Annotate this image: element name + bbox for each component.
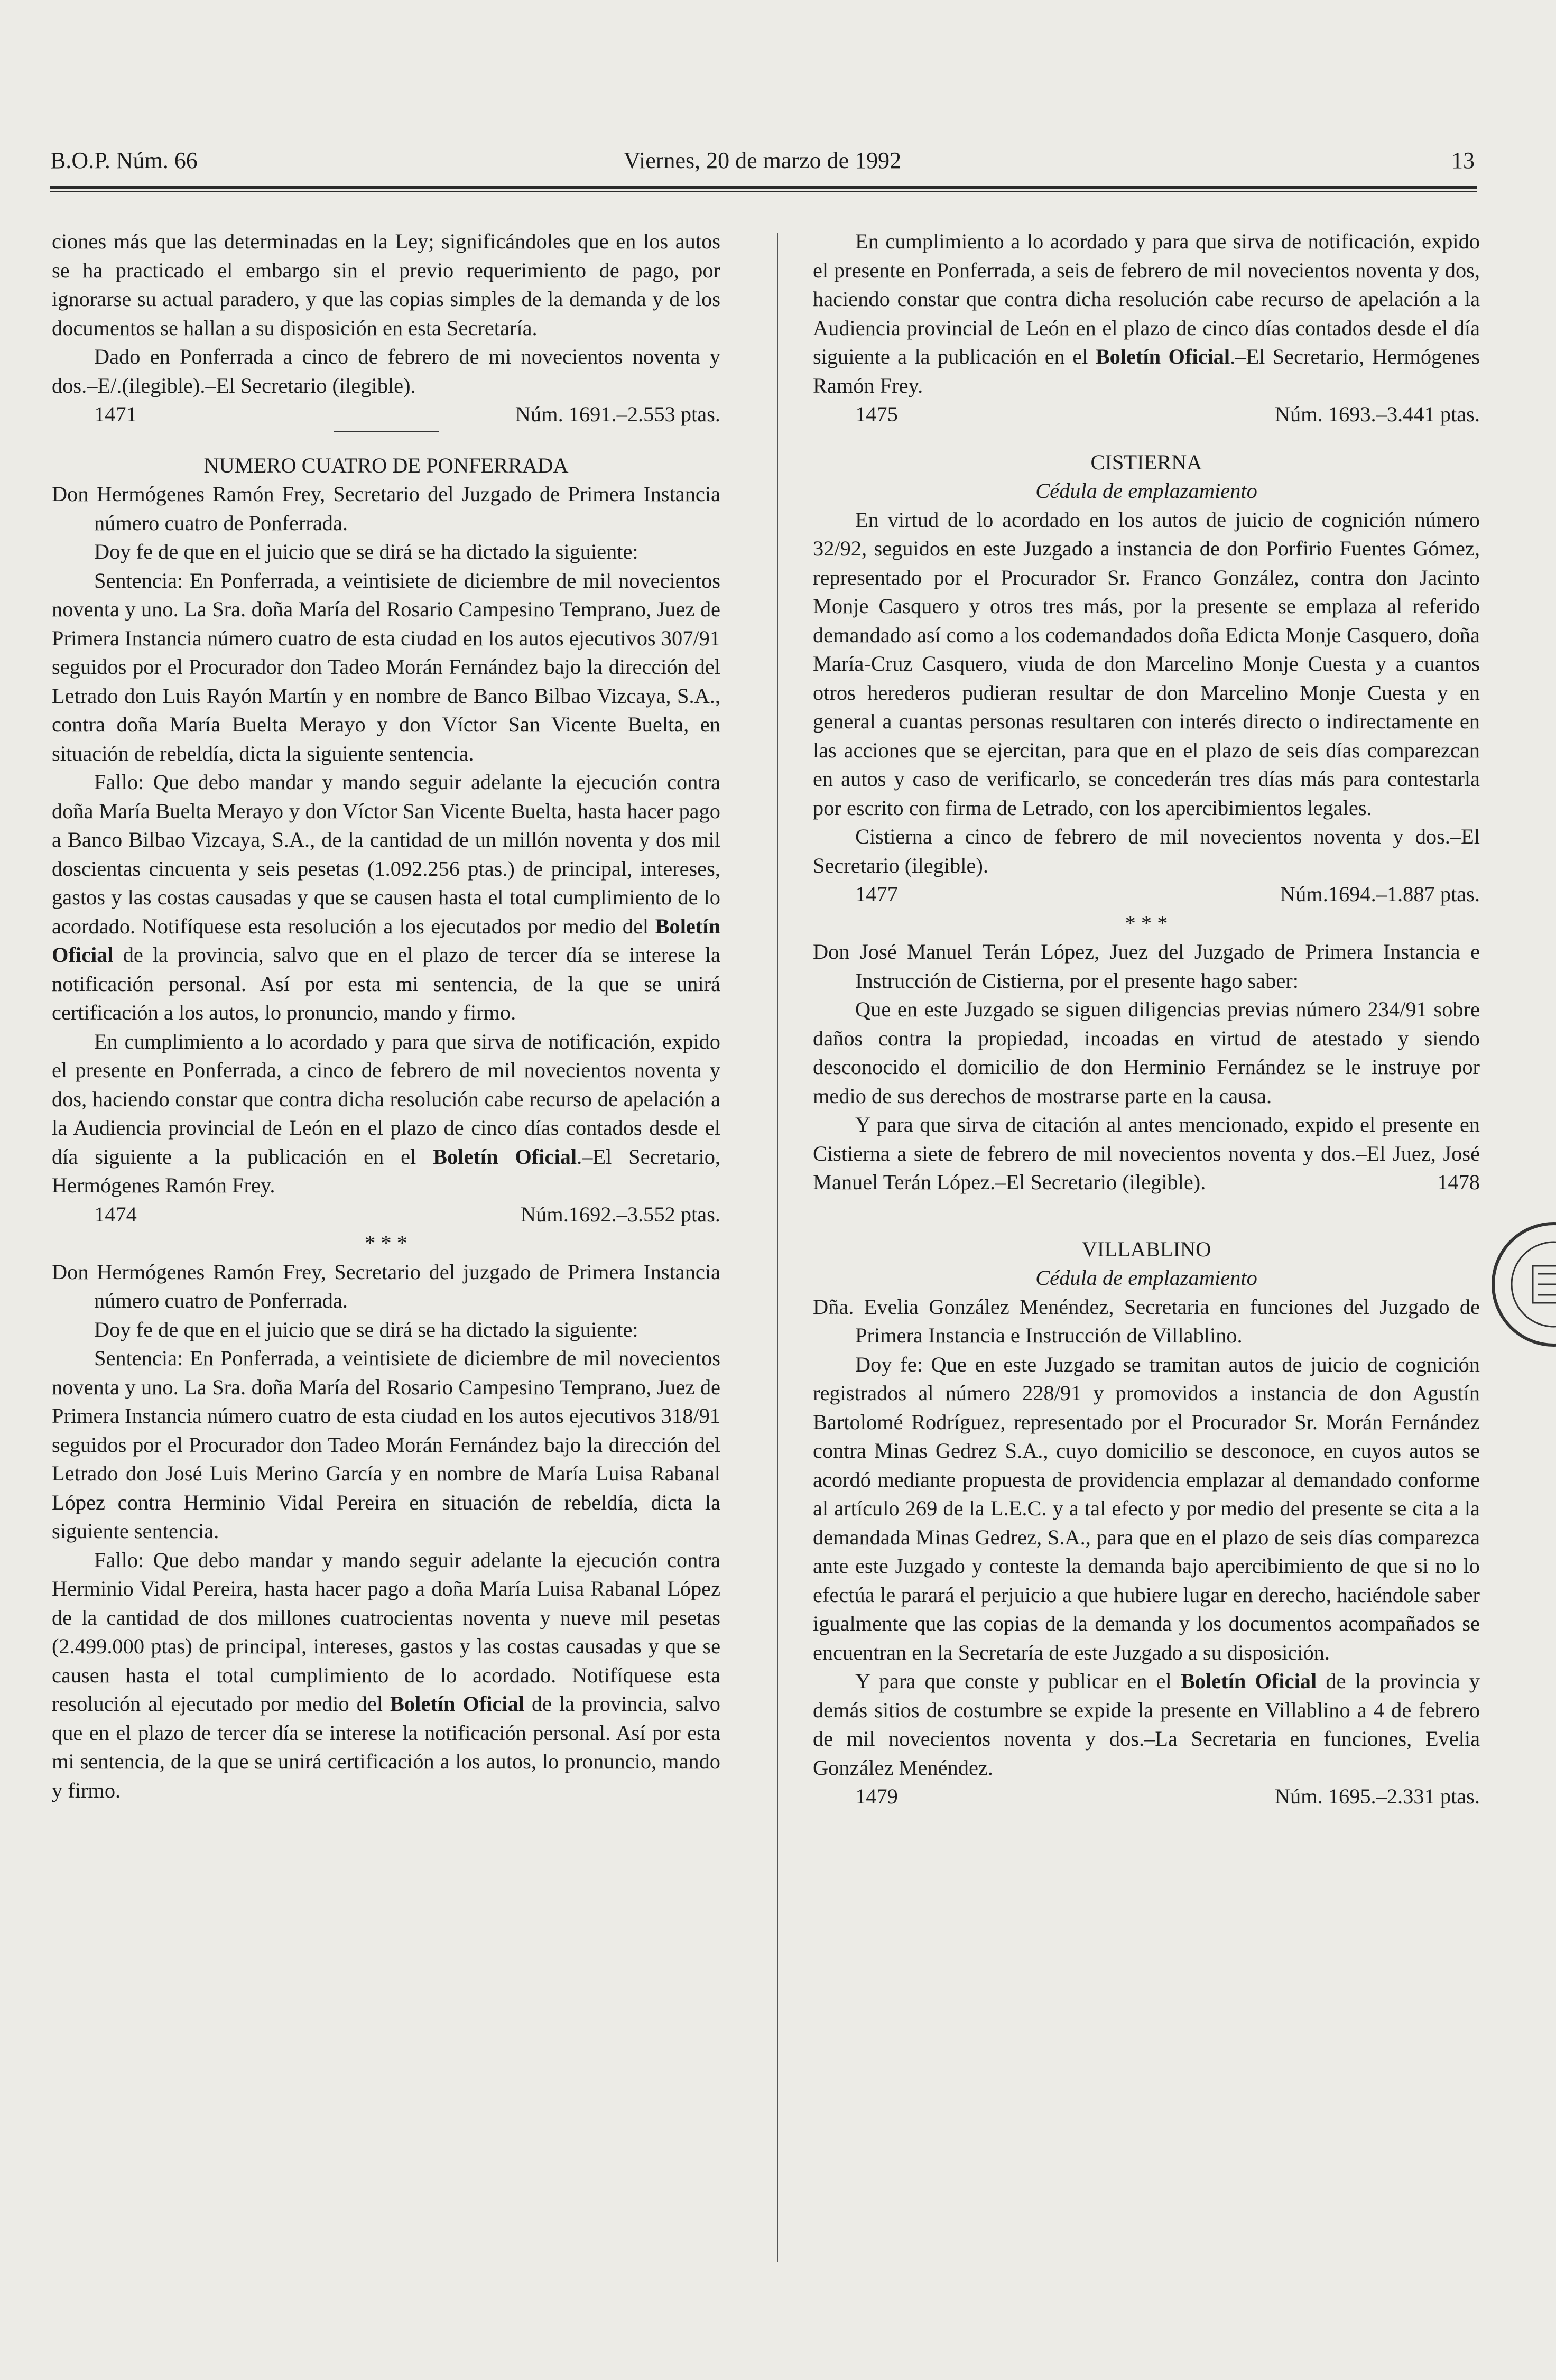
text: Y para que sirva de citación al antes mencionado, expido el presente en Cistierna a siete de febrero de mil novecientos noventa y dos.–El Juez, José Manuel Terán López.–El Secretario (ilegible). — [813, 1113, 1480, 1194]
ad-ref: Núm. 1695.–2.331 ptas. — [1274, 1784, 1480, 1808]
announcement-lead: Dña. Evelia González Menéndez, Secretaria en funciones del Juzgado de Primera Instancia e Instrucción de Villablino. — [813, 1294, 1480, 1347]
left-column — [52, 227, 720, 1805]
paragraph: Dado en Ponferrada a cinco de febrero de mi novecientos noventa y dos.–E/.(ilegible).–El Secretario (ilegible). — [52, 345, 720, 397]
spacer — [813, 429, 1480, 448]
spacer — [813, 1216, 1480, 1235]
text: de la provincia, salvo que en el plazo de tercer día se interese la notificación personal. Así por esta mi sentencia, de la que se unirá certificación a los autos, lo pronuncio, mando y firmo. — [52, 1692, 720, 1802]
announcement-lead: Don Hermógenes Ramón Frey, Secretario del juzgado de Primera Instancia número cuatro de Ponferrada. — [52, 1260, 720, 1312]
paragraph — [813, 227, 1480, 400]
paragraph — [52, 1027, 720, 1200]
ad-ref: Núm. 1693.–3.441 ptas. — [1274, 402, 1480, 426]
bulletin-number: B.O.P. Núm. 66 — [50, 147, 198, 173]
paragraph — [813, 1667, 1480, 1782]
ad-number: 1477 — [855, 882, 898, 906]
bold-term: Boletín Oficial — [433, 1144, 577, 1169]
page-number: 13 — [1451, 147, 1475, 173]
separator-stars: * * * — [1125, 911, 1168, 935]
text: de la provincia y demás sitios de costumbre se expide la presente en Villablino a 4 de febrero de mil novecientos noventa y dos.–La Secretaria en funciones, Evelia González Menéndez. — [813, 1669, 1480, 1780]
paragraph: Que en este Juzgado se siguen diligencias previas número 234/91 sobre daños contra la propiedad, incoadas en virtud de atestado y siendo desconocido el domicilio de don Herminio Fernández se le instruye por medio de sus derechos de mostrarse parte en la causa. — [813, 997, 1480, 1108]
separator-rule — [334, 431, 439, 432]
paragraph: Doy fe de que en el juicio que se dirá se ha dictado la siguiente: — [94, 540, 638, 563]
section-title: CISTIERNA — [1090, 450, 1202, 474]
publication-date: Viernes, 20 de marzo de 1992 — [623, 147, 902, 173]
page-header — [50, 147, 1475, 185]
text: .–El Secretario, Hermógenes Ramón Frey. — [813, 345, 1480, 397]
ad-number: 1474 — [94, 1202, 137, 1226]
text: Fallo: Que debo mandar y mando seguir adelante la ejecución contra doña María Buelta Merayo y don Víctor San Vicente Buelta, hasta hacer pago a Banco Bilbao Vizcaya, S.A., de la cantidad de un millón noventa y dos mil doscientas cincuenta y seis pesetas (1.092.256 ptas.) de principal, intereses, gastos y las costas causadas y que se causen hasta el total cumplimiento de lo acordado. Notifíquese esta resolución a los ejecutados por medio del — [52, 770, 720, 938]
bold-term: Boletín Oficial — [52, 914, 720, 967]
ad-ref: Núm.1694.–1.887 ptas. — [1280, 882, 1480, 906]
section-title: VILLABLINO — [1081, 1237, 1211, 1261]
library-stamp — [1480, 1216, 1556, 1353]
header-rule-thin — [50, 191, 1477, 192]
footer-ref — [52, 1200, 720, 1229]
text: Fallo: Que debo mandar y mando seguir adelante la ejecución contra Herminio Vidal Pereira, hasta hacer pago a doña María Luisa Rabanal López de la cantidad de dos millones cuatrocientas noventa y nueve mil pesetas (2.499.000 ptas) de principal, intereses, gastos y las costas causadas y que se causen hasta el total cumplimiento de lo acordado. Notifíquese esta resolución al ejecutado por medio del — [52, 1548, 720, 1716]
section-title: NUMERO CUATRO DE PONFERRADA — [203, 453, 569, 477]
bold-term: Boletín Oficial — [390, 1692, 525, 1716]
separator-stars: * * * — [365, 1231, 407, 1255]
text: En cumplimiento a lo acordado y para que sirva de notificación, expido el presente en Ponferrada, a cinco de febrero de mil novecientos noventa y dos, haciendo constar que contra dicha resolución cabe recurso de apelación a la Audiencia provincial de León en el plazo de cinco días contados desde el día siguiente a la publicación en el — [52, 1029, 720, 1169]
column-divider — [777, 233, 778, 2262]
footer-ref — [813, 1782, 1480, 1811]
paragraph: Cistierna a cinco de febrero de mil novecientos noventa y dos.–El Secretario (ilegible). — [813, 825, 1480, 877]
paragraph: Doy fe de que en el juicio que se dirá se ha dictado la siguiente: — [94, 1317, 638, 1341]
text: de la provincia, salvo que en el plazo de tercer día se interese la notificación personal. Así por esta mi sentencia, de la que se unirá certificación a los autos, lo pronuncio, mando y firmo. — [52, 943, 720, 1024]
footer-ref — [52, 400, 720, 429]
ad-number: 1475 — [855, 402, 898, 426]
bold-term: Boletín Oficial — [1095, 345, 1230, 368]
section-subtitle: Cédula de emplazamiento — [1035, 479, 1257, 503]
stamp-shield-detail-icon — [1538, 1274, 1556, 1295]
header-rule-thick — [50, 186, 1477, 189]
paragraph: Sentencia: En Ponferrada, a veintisiete de diciembre de mil novecientos noventa y uno. La Sra. doña María del Rosario Campesino Temprano, Juez de Primera Instancia número cuatro de esta ciudad en los autos ejecutivos 307/91 seguidos por el Procurador don Tadeo Morán Fernández bajo la dirección del Letrado don Luis Rayón Martín y en nombre de Banco Bilbao Vizcaya, S.A., contra doña María Buelta Merayo y don Víctor San Vicente Buelta, en situación de rebeldía, dicta la siguiente sentencia. — [52, 568, 720, 765]
text: En cumplimiento a lo acordado y para que sirva de notificación, expido el presente en Ponferrada, a seis de febrero de mil novecientos noventa y dos, haciendo constar que contra dicha resolución cabe recurso de apelación a la Audiencia provincial de León en el plazo de cinco días contados desde el día siguiente a la publicación en el — [813, 229, 1480, 368]
spacer — [813, 1197, 1480, 1216]
ad-number: 1471 — [94, 402, 137, 426]
paragraph — [52, 1546, 720, 1805]
right-column — [813, 227, 1480, 1811]
ad-number: 1479 — [855, 1784, 898, 1808]
announcement-lead: Don Hermógenes Ramón Frey, Secretario del Juzgado de Primera Instancia número cuatro de Ponferrada. — [52, 482, 720, 535]
paragraph — [52, 768, 720, 1027]
paragraph — [813, 1110, 1480, 1197]
paragraph: Sentencia: En Ponferrada, a veintisiete de diciembre de mil novecientos noventa y uno. La Sra. doña María del Rosario Campesino Temprano, Juez de Primera Instancia número cuatro de esta ciudad en los autos ejecutivos 318/91 seguidos por el Procurador don Tadeo Morán Fernández bajo la dirección del Letrado don José Luis Merino García y en nombre de María Luisa Rabanal López contra Herminio Vidal Pereira en situación de rebeldía, dicta la siguiente sentencia. — [52, 1346, 720, 1543]
bold-term: Boletín Oficial — [1180, 1669, 1317, 1693]
text: .–El Secretario, Hermógenes Ramón Frey. — [52, 1144, 720, 1197]
ad-number: 1478 — [1437, 1170, 1480, 1194]
ad-ref: Núm. 1691.–2.553 ptas. — [515, 402, 720, 426]
footer-ref — [813, 400, 1480, 429]
paragraph: Doy fe: Que en este Juzgado se tramitan autos de juicio de cognición registrados al número 228/91 y promovidos a instancia de don Agustín Bartolomé Rodríguez, representado por el Procurador Sr. Morán Fernández contra Minas Gedrez S.A., cuyo domicilio se desconoce, en cuyos autos se acordó mediante propuesta de providencia emplazar al demandado conforme al artículo 269 de la L.E.C. y a tal efecto y por medio del presente se cita a la demandada Minas Gedrez, S.A., para que en el plazo de seis días comparezca ante este Juzgado y conteste la demanda bajo apercibimiento de que si no lo efectúa le parará el perjuicio a que hubiere lugar en derecho, haciéndole saber igualmente que las copias de la demanda y los documentos acompañados se encuentran en la Secretaría de este Juzgado a su disposición. — [813, 1352, 1480, 1664]
footer-ref — [813, 880, 1480, 909]
text: Y para que conste y publicar en el — [855, 1669, 1172, 1693]
section-subtitle: Cédula de emplazamiento — [1035, 1266, 1257, 1290]
announcement-lead: Don José Manuel Terán López, Juez del Juzgado de Primera Instancia e Instrucción de Cistierna, por el presente hago saber: — [813, 940, 1480, 993]
paragraph: ciones más que las determinadas en la Ley; significándoles que en los autos se ha practicado el embargo sin el previo requerimiento de pago, por ignorarse su actual paradero, y que las copias simples de la demanda y de los documentos se hallan a su disposición en esta Secretaría. — [52, 229, 720, 340]
paragraph: En virtud de lo acordado en los autos de juicio de cognición número 32/92, seguidos en este Juzgado a instancia de don Porfirio Fuentes Gómez, representado por el Procurador Sr. Franco González, contra don Jacinto Monje Casquero y otros tres más, por la presente se emplaza al referido demandado así como a los codemandados doña Edicta Monje Casquero, doña María-Cruz Casquero, viuda de don Marcelino Monje Cuesta y a cuantos otros herederos pudieran resultar de don Marcelino Monje Cuesta y en general a cuantas personas resultaren con interés directo o indirectamente en las acciones que se ejercitan, para que en el plazo de seis días comparezcan en autos y caso de verificarlo, se concederán tres días más para contestarla por escrito con firma de Letrado, con los apercibimientos legales. — [813, 507, 1480, 820]
ad-ref: Núm.1692.–3.552 ptas. — [520, 1202, 720, 1226]
